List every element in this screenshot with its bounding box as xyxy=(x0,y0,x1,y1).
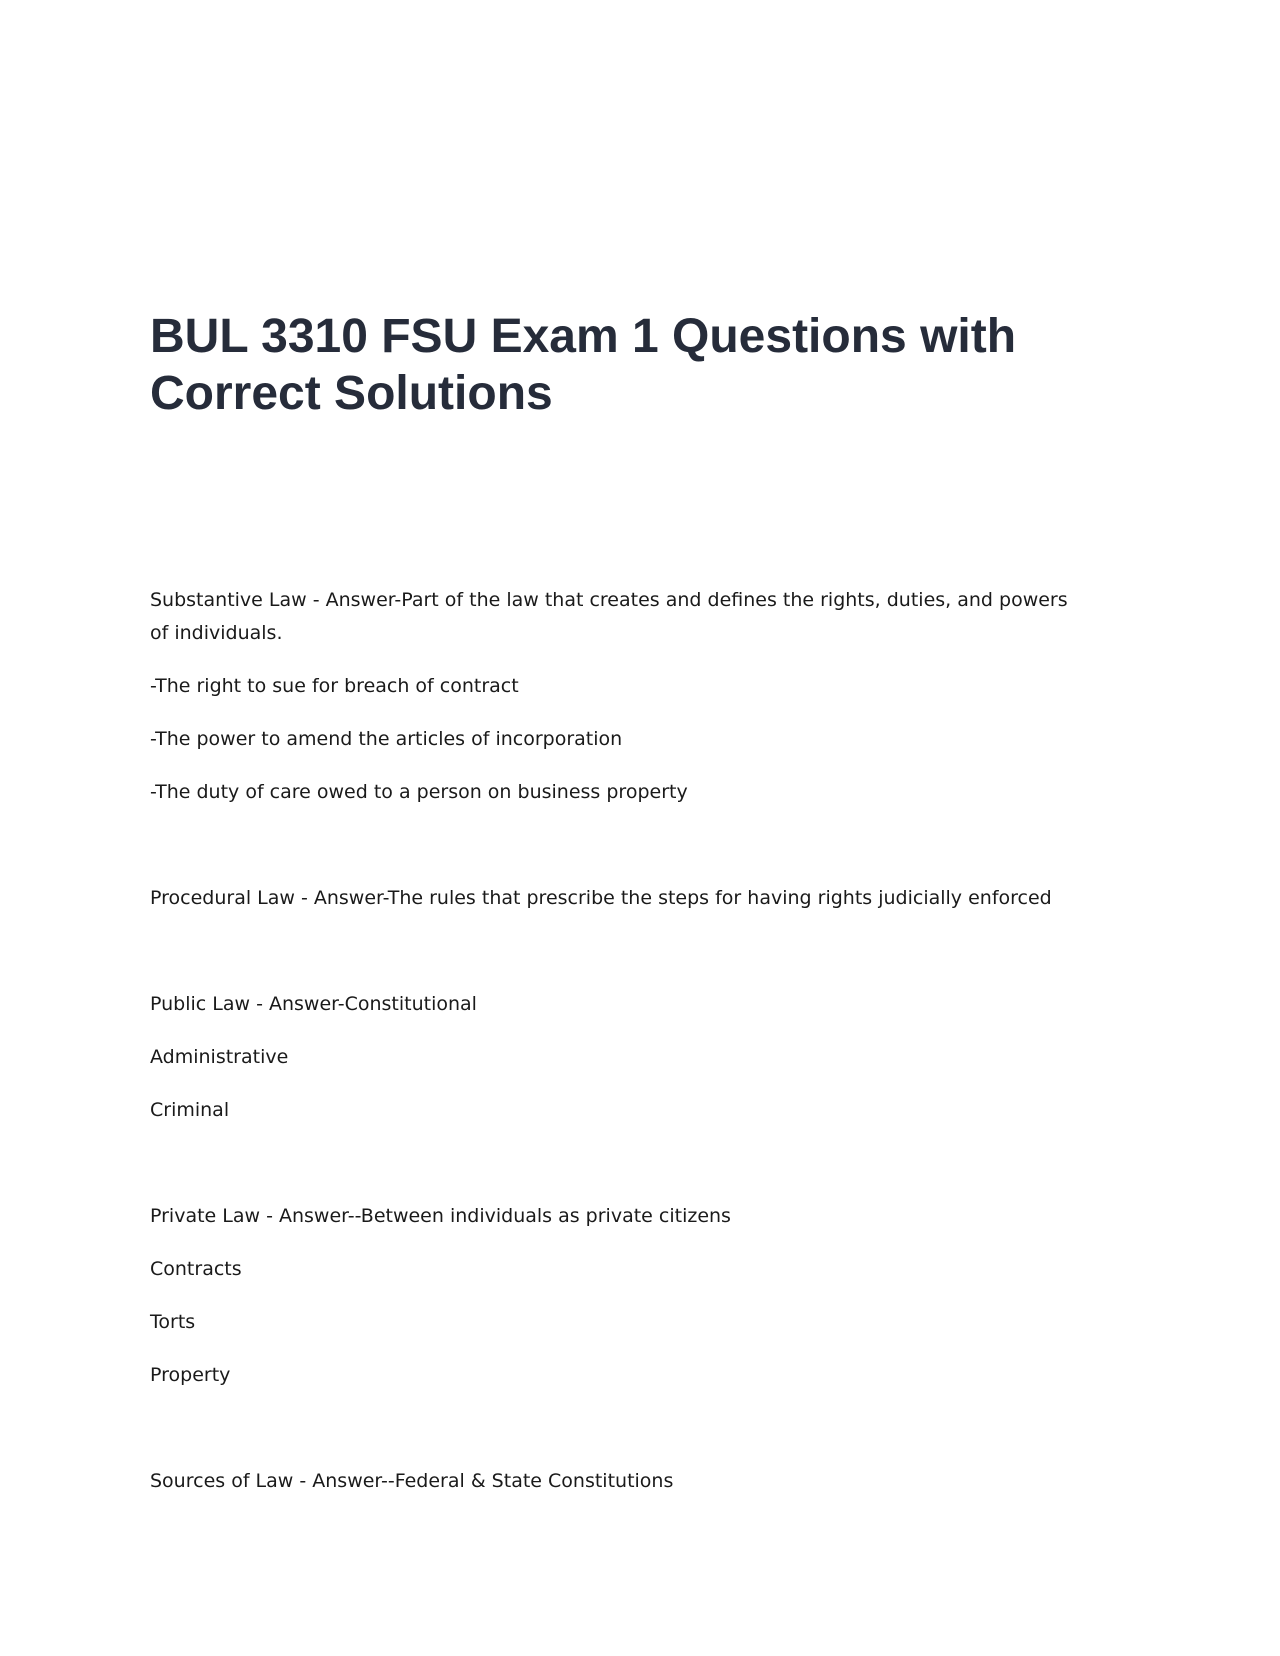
answer-paragraph: Administrative xyxy=(150,1046,289,1068)
qa-entry xyxy=(150,584,1090,809)
qa-entry xyxy=(150,1200,1090,1392)
document-body xyxy=(150,584,1090,1498)
answer-paragraph: -The power to amend the articles of incorporation xyxy=(150,728,623,750)
qa-entry xyxy=(150,882,1090,915)
answer-paragraph: Property xyxy=(150,1364,231,1386)
answer-paragraph: Contracts xyxy=(150,1258,242,1280)
answer-paragraph: Public Law - Answer-Constitutional xyxy=(150,993,477,1015)
answer-paragraph: Criminal xyxy=(150,1099,230,1121)
answer-paragraph: Sources of Law - Answer--Federal & State Constitutions xyxy=(150,1470,674,1492)
answer-paragraph: Torts xyxy=(150,1311,196,1333)
answer-paragraph: -The duty of care owed to a person on business property xyxy=(150,781,688,803)
answer-paragraph: -The right to sue for breach of contract xyxy=(150,675,519,697)
answer-paragraph: Private Law - Answer--Between individuals as private citizens xyxy=(150,1205,731,1227)
qa-entry xyxy=(150,988,1090,1127)
blank-line xyxy=(150,1147,1090,1200)
blank-line xyxy=(150,1412,1090,1465)
answer-paragraph: Substantive Law - Answer-Part of the law that creates and defines the rights, duties, and powers of individuals. xyxy=(150,589,1068,644)
blank-line xyxy=(150,829,1090,882)
qa-entry xyxy=(150,1465,1090,1498)
answer-paragraph: Procedural Law - Answer-The rules that prescribe the steps for having rights judicially enforced xyxy=(150,887,1052,909)
blank-line xyxy=(150,935,1090,988)
document-title: BUL 3310 FSU Exam 1 Questions with Correct Solutions xyxy=(150,310,1017,420)
